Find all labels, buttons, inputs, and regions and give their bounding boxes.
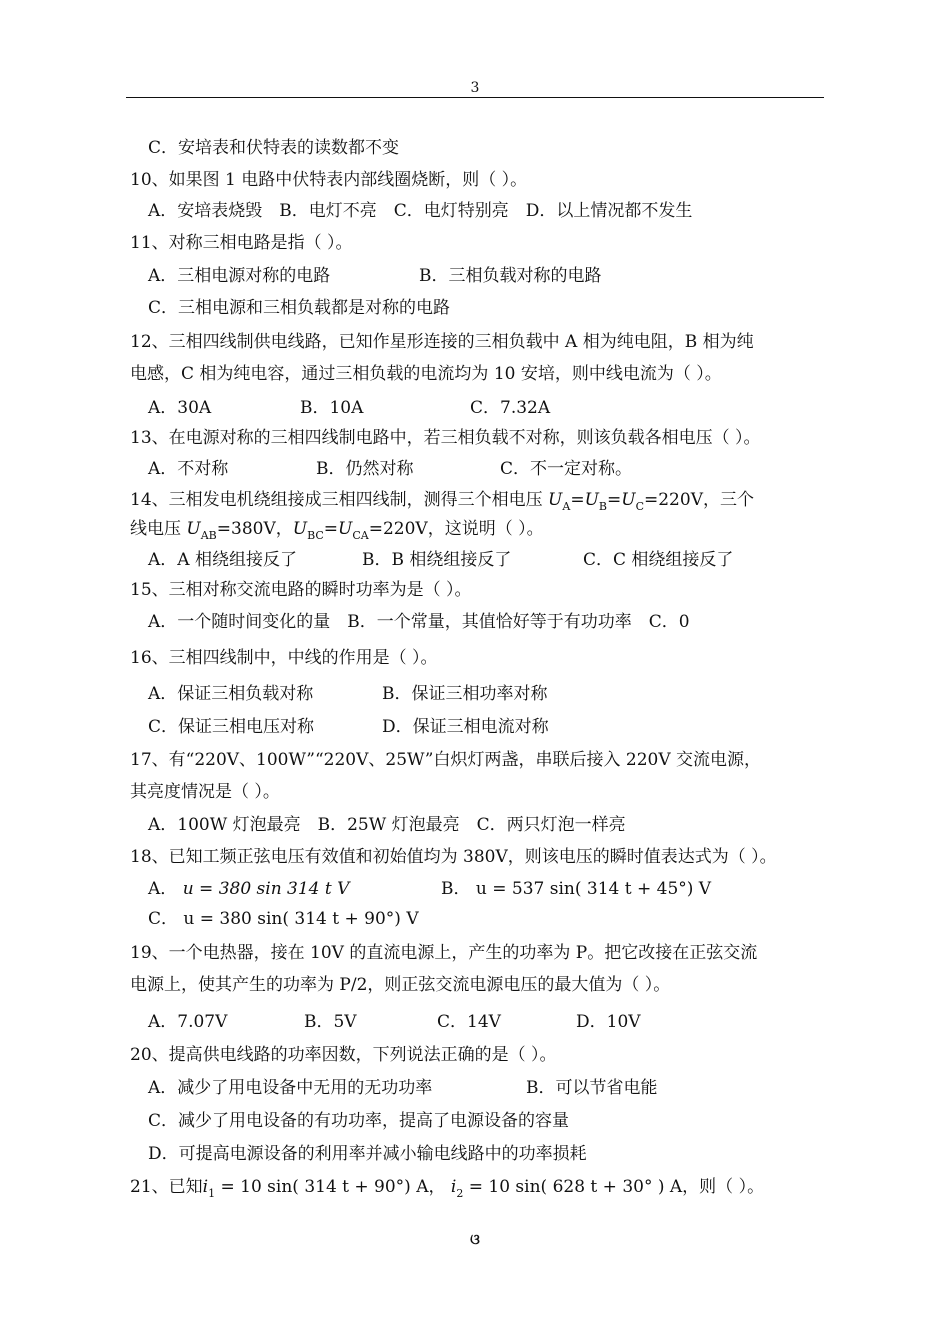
question-14-text-c: 线电压: [130, 519, 181, 539]
question-16-option-a: A．保证三相负载对称: [148, 684, 314, 704]
option-c-expression: u = 380 sin( 314 t + 90°) V: [183, 909, 419, 929]
question-11-option-b: B．三相负载对称的电路: [419, 266, 602, 286]
question-14-text-d: =380V，: [216, 519, 293, 539]
question-20-option-c: C．减少了用电设备的有功功率，提高了电源设备的容量: [148, 1111, 570, 1131]
question-19-option-b: B．5V: [304, 1012, 357, 1032]
question-13-option-c: C．不一定对称。: [500, 459, 633, 479]
question-14-line-1: [130, 488, 754, 519]
question-17-line-2: 其亮度情况是（ ）。: [130, 782, 280, 802]
line-voltage-bc-ca: $U_{BC}=U_{CA}$: [292, 519, 369, 542]
question-13-option-b: B．仍然对称: [316, 459, 414, 479]
question-15: 15、三相对称交流电路的瞬时功率为是（ ）。: [130, 580, 472, 600]
question-18-option-b: [441, 877, 711, 901]
question-10-options: A．安培表烧毁 B．电灯不亮 C．电灯特别亮 D．以上情况都不发生: [148, 201, 693, 221]
question-16-option-c: C．保证三相电压对称: [148, 717, 315, 737]
question-14-text-a: 14、三相发电机绕组接成三相四线制，测得三个相电压: [130, 490, 543, 510]
question-20-option-b: B．可以节省电能: [526, 1078, 658, 1098]
question-10: 10、如果图 1 电路中伏特表内部线圈烧断，则（ ）。: [130, 170, 528, 190]
phase-voltage-symbols: $U_A=U_B=U_C$: [548, 490, 644, 513]
question-20: 20、提高供电线路的功率因数，下列说法正确的是（ ）。: [130, 1045, 557, 1065]
option-b-expression: u = 537 sin( 314 t + 45°) V: [475, 879, 712, 899]
question-12-line-2: 电感，C 相为纯电容，通过三相负载的电流均为 10 安培，则中线电流为（ ）。: [130, 364, 722, 384]
question-21: [130, 1175, 764, 1206]
question-14-text-e: =220V，这说明（ ）。: [368, 519, 544, 539]
question-19-option-a: A．7.07V: [148, 1012, 228, 1032]
question-15-options: A．一个随时间变化的量 B．一个常量，其值恰好等于有功功率 C．0: [148, 612, 690, 632]
option-c-label: C．: [148, 909, 179, 929]
question-18-option-c: [148, 907, 419, 931]
question-14-option-a: A．A 相绕组接反了: [148, 550, 297, 570]
question-14-option-c: C．C 相绕组接反了: [583, 550, 734, 570]
question-13: 13、在电源对称的三相四线制电路中，若三相负载不对称，则该负载各相电压（ ）。: [130, 428, 761, 448]
current-i2-expression: = 10 sin( 628 t + 30° ) A，则（ ）。: [468, 1177, 765, 1197]
option-b-label: B．: [441, 879, 471, 899]
line-voltage-ab: $U_{AB}$: [186, 519, 217, 542]
question-12-option-b: B．10A: [300, 398, 364, 418]
question-20-option-d: D．可提高电源设备的利用率并减小输电线路中的功率损耗: [148, 1144, 587, 1164]
header-rule: [126, 97, 824, 98]
question-14-line-2: [130, 517, 544, 548]
option-c-prev: C．安培表和伏特表的读数都不变: [148, 138, 400, 158]
question-16: 16、三相四线制中，中线的作用是（ ）。: [130, 648, 438, 668]
question-19-option-d: D．10V: [576, 1012, 641, 1032]
option-a-label: A．: [148, 879, 178, 899]
current-i2-symbol: $i_2$: [450, 1177, 464, 1200]
question-21-prefix: 21、已知: [130, 1177, 203, 1197]
page-number: 3: [470, 80, 480, 96]
question-18-option-a: [148, 877, 349, 901]
question-19-line-2: 电源上，使其产生的功率为 P/2，则正弦交流电源电压的最大值为（ ）。: [130, 975, 671, 995]
question-18: 18、已知工频正弦电压有效值和初始值均为 380V，则该电压的瞬时值表达式为（ ）。: [130, 847, 777, 867]
question-11: 11、对称三相电路是指（ ）。: [130, 233, 353, 253]
question-16-option-b: B．保证三相功率对称: [382, 684, 548, 704]
question-14-text-b: =220V，三个: [644, 490, 754, 510]
question-13-option-a: A．不对称: [148, 459, 229, 479]
question-19-option-c: C．14V: [437, 1012, 501, 1032]
question-12-option-c: C．7.32A: [470, 398, 551, 418]
question-20-option-a: A．减少了用电设备中无用的无功功率: [148, 1078, 433, 1098]
question-14-option-b: B．B 相绕组接反了: [362, 550, 512, 570]
question-19-line-1: 19、一个电热器，接在 10V 的直流电源上，产生的功率为 P。把它改接在正弦交流: [130, 943, 758, 963]
question-12-option-a: A．30A: [148, 398, 212, 418]
current-i1-symbol: $i_1$: [202, 1177, 216, 1200]
question-11-option-a: A．三相电源对称的电路: [148, 266, 331, 286]
question-16-option-d: D．保证三相电流对称: [382, 717, 549, 737]
question-17-options: A．100W 灯泡最亮 B．25W 灯泡最亮 C．两只灯泡一样亮: [148, 815, 626, 835]
question-11-option-c: C．三相电源和三相负载都是对称的电路: [148, 298, 451, 318]
question-17-line-1: 17、有“220V、100W”“220V、25W”白炽灯两盏，串联后接入 220V 交流电源，: [130, 750, 762, 770]
footer-page-mark: ଓ: [470, 1232, 480, 1248]
question-12-line-1: 12、三相四线制供电线路，已知作星形连接的三相负载中 A 相为纯电阻，B 相为纯: [130, 332, 754, 352]
option-a-expression: u = 380 sin 314 t V: [182, 879, 350, 899]
current-i1-expression: = 10 sin( 314 t + 90°) A，: [220, 1177, 446, 1197]
